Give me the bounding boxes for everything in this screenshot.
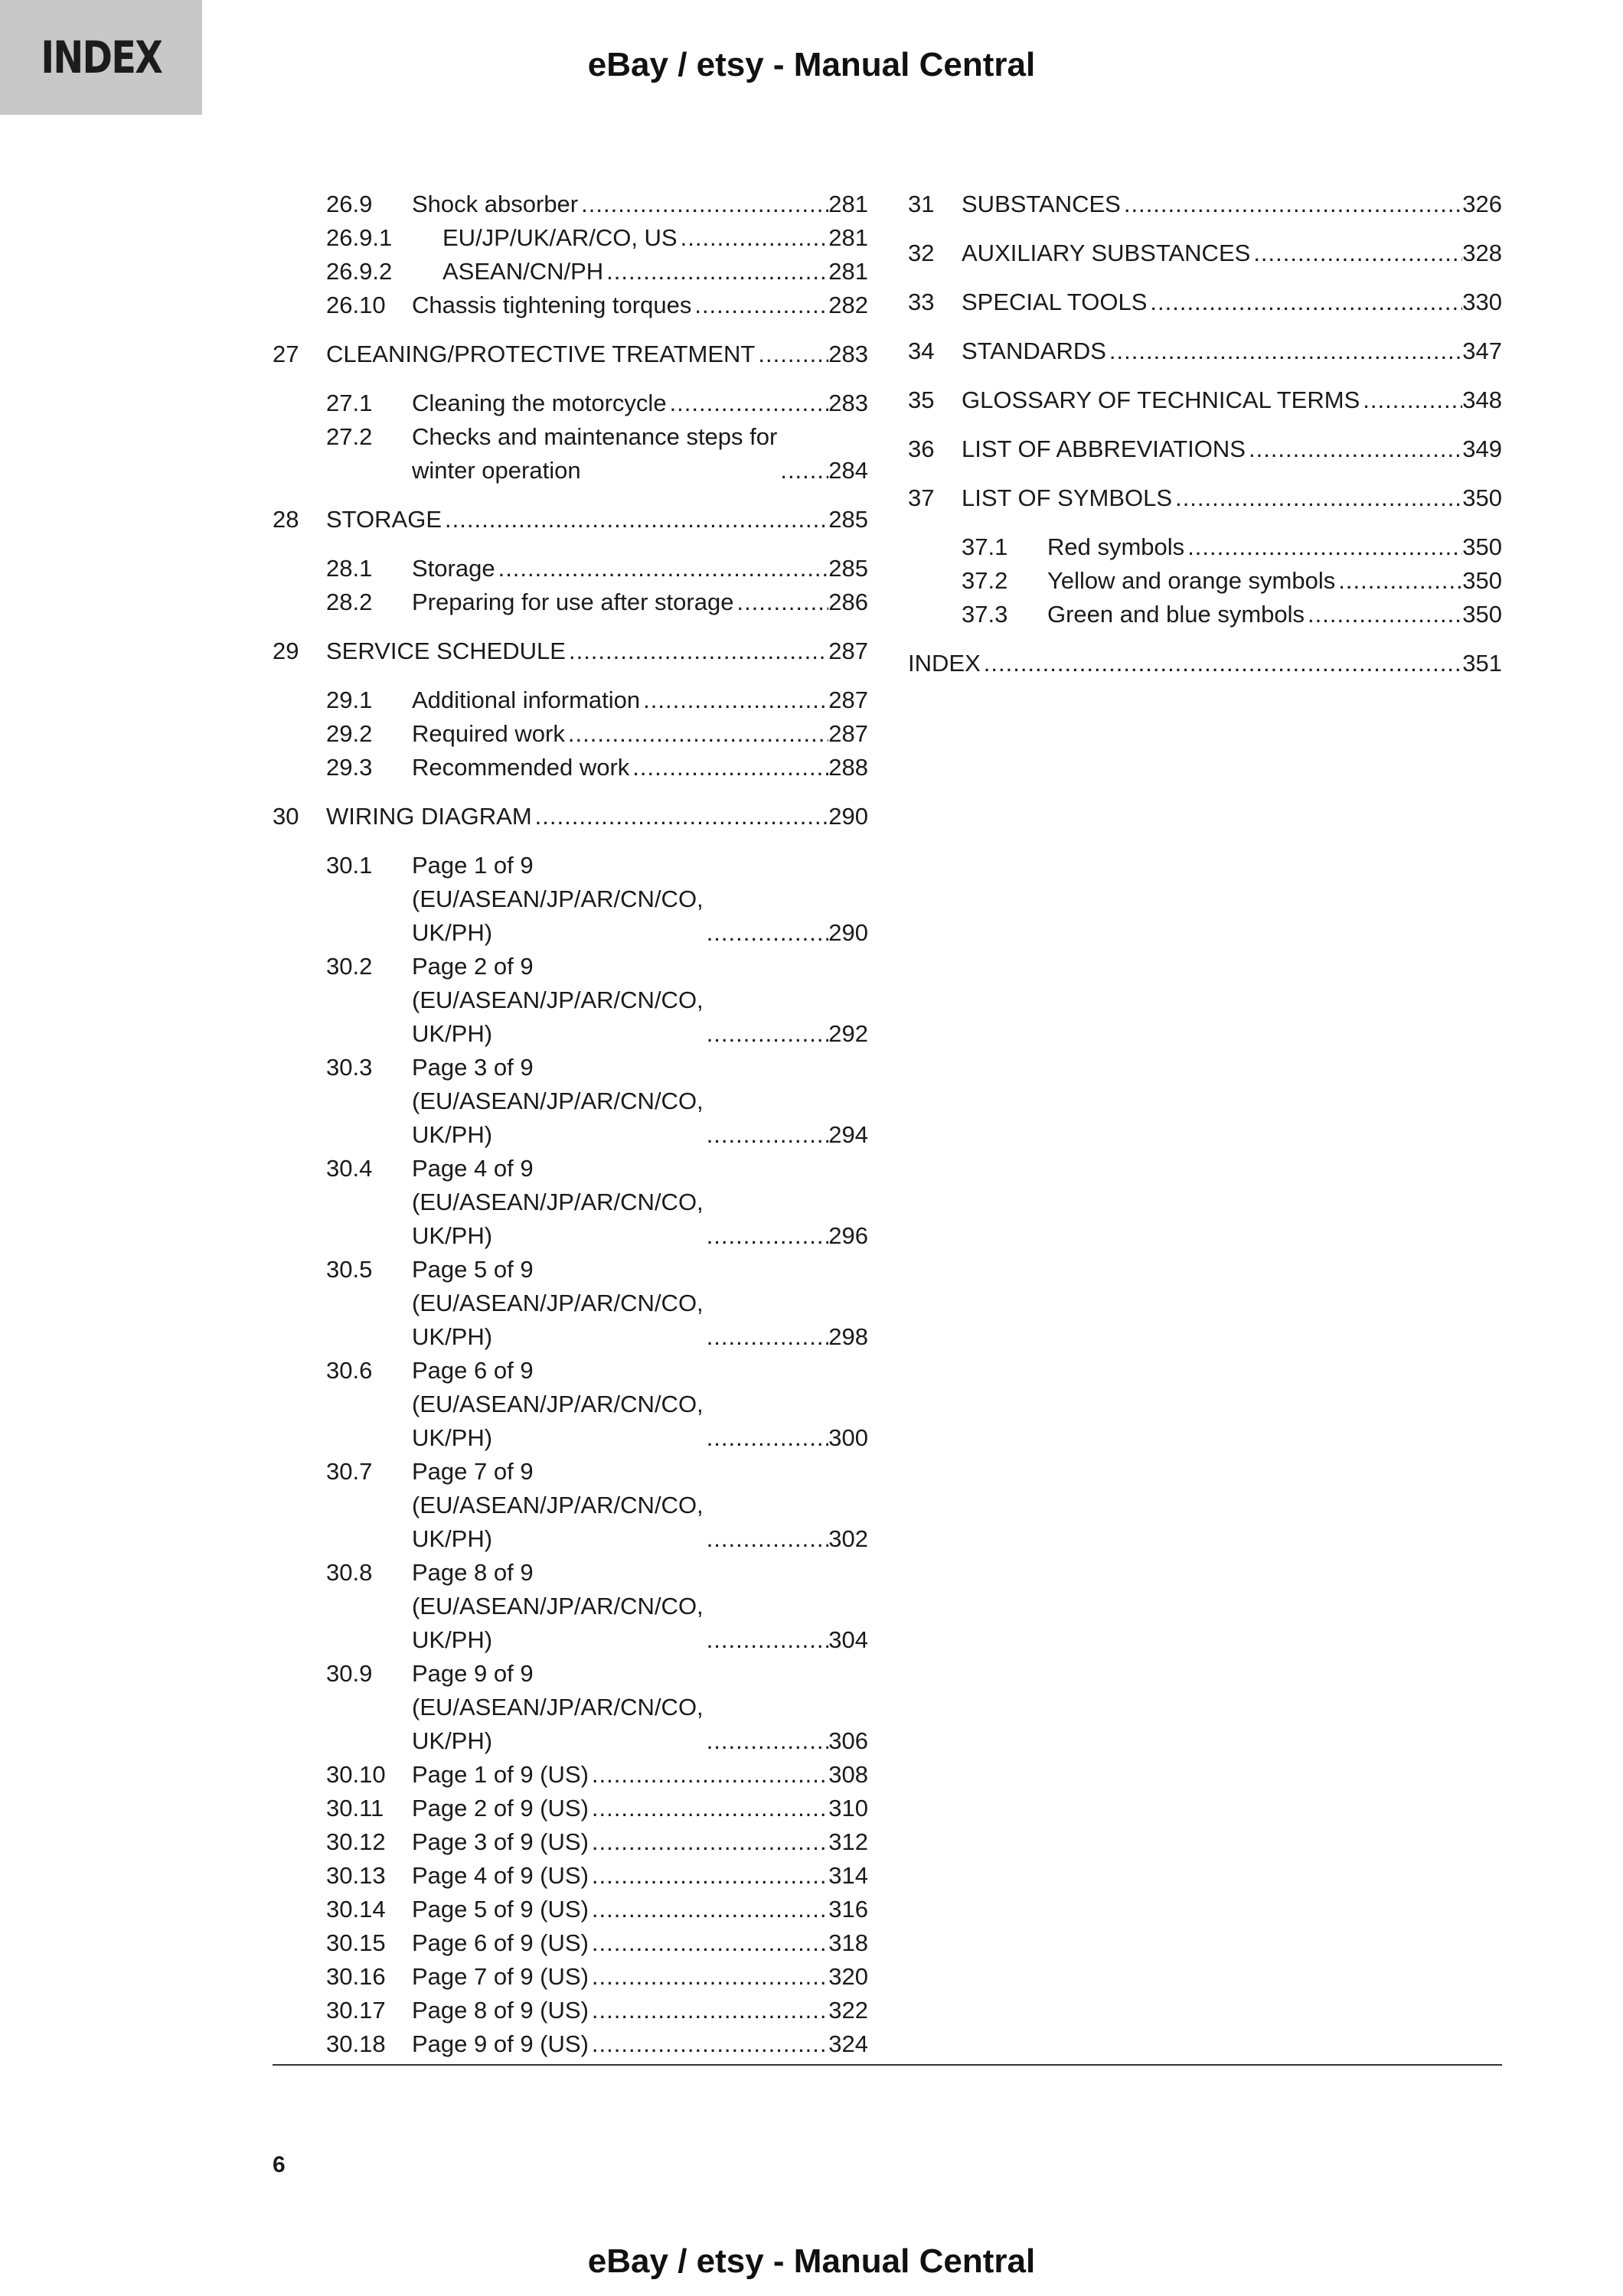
toc-entry-title: Page 6 of 9 (US) [412,1929,589,1956]
toc-entry[interactable] [326,552,868,585]
toc-entry[interactable] [326,1792,868,1825]
index-tab-label: INDEX [41,31,162,83]
toc-entry[interactable] [326,1758,868,1792]
toc-entry-number: 30.8 [326,1559,373,1586]
toc-entry-title: Page 5 of 9 [412,1256,534,1283]
toc-entry[interactable] [908,188,1502,221]
toc-entry[interactable] [326,1556,868,1657]
toc-entry-page: 322 [828,1997,868,2024]
toc-entry-number: 30.7 [326,1458,373,1485]
toc-dot-leader [442,503,828,536]
toc-entry-title: Recommended work [412,754,630,781]
toc-entry[interactable] [326,1859,868,1893]
toc-entry-number: 29.3 [326,754,373,781]
toc-entry-title: (EU/ASEAN/JP/AR/CN/CO, [412,1492,704,1518]
toc-dot-leader [1172,481,1462,515]
toc-entry-page: 300 [828,1424,868,1451]
toc-dot-leader [532,800,829,833]
toc-entry-title: SPECIAL TOOLS [962,289,1148,315]
toc-entry-title: Page 1 of 9 [412,852,534,879]
toc-entry-page: 294 [828,1121,868,1148]
toc-entry[interactable] [326,1893,868,1926]
toc-entry-title: (EU/ASEAN/JP/AR/CN/CO, [412,885,704,912]
toc-entry-page: 281 [828,224,868,251]
toc-dot-leader [1250,236,1462,270]
toc-entry-title: (EU/ASEAN/JP/AR/CN/CO, [412,1290,704,1316]
toc-entry-number: 37.1 [962,533,1008,560]
toc-entry-title: LIST OF ABBREVIATIONS [962,435,1246,462]
toc-dot-leader [565,717,828,751]
toc-entry-number: 30.18 [326,2030,386,2057]
toc-entry-page: 328 [1462,240,1502,266]
toc-entry-title: STANDARDS [962,338,1106,364]
toc-dot-leader [704,916,829,950]
toc-entry-number: 30.15 [326,1929,386,1956]
page-number: 6 [273,2152,286,2177]
toc-entry-page: 292 [828,1020,868,1047]
toc-entry-page: 281 [828,191,868,217]
toc-dot-leader [704,1017,829,1051]
toc-entry[interactable] [273,338,868,371]
toc-entry-page: 350 [1462,533,1502,560]
toc-entry[interactable] [326,751,868,784]
footer-divider [273,2064,1502,2066]
toc-entry-page: 320 [828,1963,868,1990]
toc-entry[interactable] [326,221,868,255]
toc-entry-number: 30.10 [326,1761,386,1788]
toc-dot-leader [589,1758,828,1792]
toc-entry[interactable] [326,255,868,289]
toc-dot-leader [589,1960,828,1994]
toc-entry-title: UK/PH) [412,1525,493,1552]
toc-entry-page: 310 [828,1795,868,1821]
toc-entry-number: 30.9 [326,1660,373,1687]
toc-dot-leader [704,1623,829,1657]
toc-entry-number: 33 [908,289,935,315]
toc-entry-title: UK/PH) [412,919,493,946]
toc-entry-page: 330 [1462,289,1502,315]
toc-entry-page: 290 [828,919,868,946]
toc-dot-leader [1106,334,1462,368]
toc-entry-page: 287 [828,638,868,664]
toc-entry-page: 318 [828,1929,868,1956]
toc-entry-number: 30.14 [326,1896,386,1923]
toc-entry-number: 27.1 [326,390,373,416]
toc-entry-title: UK/PH) [412,1424,493,1451]
toc-entry-number: 30.3 [326,1054,373,1081]
toc-entry-page: 349 [1462,435,1502,462]
toc-entry-number: 28.2 [326,589,373,615]
toc-dot-leader [578,188,828,221]
toc-entry-page: 326 [1462,191,1502,217]
toc-entry-title: UK/PH) [412,1626,493,1653]
toc-entry[interactable] [326,950,868,1051]
toc-entry-page: 348 [1462,386,1502,413]
toc-entry-number: 29.1 [326,687,373,713]
toc-entry-title: SERVICE SCHEDULE [326,638,566,664]
toc-entry[interactable] [326,683,868,717]
toc-entry[interactable] [908,236,1502,270]
toc-dot-leader [589,1926,828,1960]
toc-entry[interactable] [326,188,868,221]
toc-entry-number: 30.5 [326,1256,373,1283]
toc-entry[interactable] [326,585,868,619]
toc-dot-leader [589,1825,828,1859]
toc-entry-number: 31 [908,191,935,217]
toc-entry-title: Page 8 of 9 [412,1559,534,1586]
toc-entry-title: Page 2 of 9 (US) [412,1795,589,1821]
toc-dot-leader [566,634,828,668]
toc-entry-page: 296 [828,1222,868,1249]
toc-dot-leader [1147,285,1462,319]
toc-entry-page: 308 [828,1761,868,1788]
toc-entry-title: Page 8 of 9 (US) [412,1997,589,2024]
toc-dot-leader [704,1118,829,1152]
toc-entry-title: Page 9 of 9 (US) [412,2030,589,2057]
toc-entry-page: 285 [828,506,868,533]
toc-dot-leader [629,751,828,784]
toc-entry-title: Yellow and orange symbols [1047,567,1336,594]
toc-entry[interactable] [326,289,868,322]
toc-dot-leader [1335,564,1462,598]
toc-dot-leader [603,255,828,289]
toc-entry-number: 30 [273,803,299,830]
toc-entry-title: Page 2 of 9 [412,953,534,980]
toc-entry[interactable] [962,564,1502,598]
toc-entry[interactable] [326,1253,868,1354]
toc-entry-page: 283 [828,390,868,416]
toc-entry[interactable] [273,634,868,668]
toc-dot-leader [589,2027,828,2061]
toc-entry-page: 287 [828,720,868,747]
toc-entry[interactable] [962,598,1502,631]
toc-entry[interactable] [908,285,1502,319]
toc-entry-page: 287 [828,687,868,713]
toc-entry-page: 281 [828,258,868,285]
toc-entry-title: UK/PH) [412,1222,493,1249]
toc-entry[interactable] [908,432,1502,466]
toc-entry-title: EU/JP/UK/AR/CO, US [442,224,678,251]
toc-entry-number: 37 [908,484,935,511]
toc-entry-title: Checks and maintenance steps for [412,423,778,450]
toc-entry-title: Chassis tightening torques [412,292,692,318]
toc-entry-page: 285 [828,555,868,582]
toc-dot-leader [777,454,828,488]
toc-entry-page: 324 [828,2030,868,2057]
toc-dot-leader [704,1724,829,1758]
toc-entry[interactable] [326,1994,868,2027]
toc-entry[interactable] [326,1960,868,1994]
toc-entry[interactable] [908,481,1502,515]
toc-entry-title: SUBSTANCES [962,191,1121,217]
toc-entry-title: CLEANING/PROTECTIVE TREATMENT [326,341,756,367]
toc-entry-title: Page 3 of 9 (US) [412,1828,589,1855]
toc-entry-title: Page 3 of 9 [412,1054,534,1081]
toc-entry-title: STORAGE [326,506,442,533]
toc-entry-page: 351 [1462,650,1502,677]
toc-entry-title: LIST OF SYMBOLS [962,484,1173,511]
toc-entry-title: Required work [412,720,565,747]
toc-entry-page: 347 [1462,338,1502,364]
toc-entry[interactable] [326,717,868,751]
toc-dot-leader [1360,383,1462,417]
toc-entry-title: UK/PH) [412,1121,493,1148]
toc-entry-page: 283 [828,341,868,367]
toc-entry[interactable] [326,1051,868,1152]
toc-entry-number: 26.10 [326,292,386,318]
toc-entry-page: 302 [828,1525,868,1552]
toc-entry-title: ASEAN/CN/PH [442,258,604,285]
toc-dot-leader [733,585,828,619]
toc-entry-number: 30.1 [326,852,373,879]
toc-entry-page: 284 [828,457,868,484]
toc-entry-page: 288 [828,754,868,781]
toc-entry-title: UK/PH) [412,1727,493,1754]
toc-entry-title: (EU/ASEAN/JP/AR/CN/CO, [412,1088,704,1114]
toc-entry-title: Shock absorber [412,191,579,217]
toc-entry[interactable] [326,1926,868,1960]
toc-right-column [908,188,1502,680]
toc-entry[interactable] [326,2027,868,2061]
toc-entry-title: (EU/ASEAN/JP/AR/CN/CO, [412,1593,704,1619]
toc-entry[interactable] [962,530,1502,564]
toc-entry-title: Preparing for use after storage [412,589,734,615]
toc-entry[interactable] [908,647,1502,680]
toc-entry[interactable] [326,1354,868,1455]
toc-entry[interactable] [326,1455,868,1556]
toc-entry-title: Red symbols [1047,533,1185,560]
toc-dot-leader [1121,188,1462,221]
toc-dot-leader [704,1522,829,1556]
toc-entry-number: 30.16 [326,1963,386,1990]
toc-dot-leader [589,1859,828,1893]
toc-entry-page: 314 [828,1862,868,1889]
toc-dot-leader [640,683,828,717]
toc-entry-number: 37.3 [962,601,1008,628]
toc-entry[interactable] [326,1152,868,1253]
toc-dot-leader [589,1792,828,1825]
toc-entry-title: Page 9 of 9 [412,1660,534,1687]
toc-entry-title: Page 1 of 9 (US) [412,1761,589,1788]
toc-entry-page: 316 [828,1896,868,1923]
toc-entry-number: 30.6 [326,1357,373,1384]
toc-entry-number: 32 [908,240,935,266]
header-brand: eBay / etsy - Manual Central [587,46,1036,83]
toc-entry-number: 29 [273,638,299,664]
toc-entry-page: 312 [828,1828,868,1855]
toc-entry[interactable] [326,386,868,420]
footer-brand: eBay / etsy - Manual Central [587,2242,1036,2280]
toc-dot-leader [1184,530,1462,564]
toc-entry-title: Page 4 of 9 [412,1155,534,1182]
toc-entry-number: 28 [273,506,299,533]
toc-entry-number: 37.2 [962,567,1008,594]
toc-entry-number: 30.17 [326,1997,386,2024]
toc-entry-number: 26.9.1 [326,224,393,251]
toc-entry-number: 27.2 [326,423,373,450]
toc-entry-title: (EU/ASEAN/JP/AR/CN/CO, [412,1189,704,1215]
toc-entry-title: GLOSSARY OF TECHNICAL TERMS [962,386,1360,413]
toc-dot-leader [1305,598,1462,631]
toc-entry[interactable] [326,420,868,488]
toc-entry-title: Cleaning the motorcycle [412,390,667,416]
toc-dot-leader [704,1219,829,1253]
toc-entry-page: 286 [828,589,868,615]
toc-dot-leader [495,552,829,585]
toc-dot-leader [589,1994,828,2027]
toc-dot-leader [678,221,829,255]
toc-dot-leader [589,1893,828,1926]
toc-dot-leader [704,1320,829,1354]
toc-dot-leader [667,386,829,420]
toc-entry-page: 304 [828,1626,868,1653]
toc-entry-number: 27 [273,341,299,367]
toc-entry-title: winter operation [412,457,581,484]
toc-entry-number: 30.12 [326,1828,386,1855]
toc-entry-number: 28.1 [326,555,373,582]
toc-entry-page: 290 [828,803,868,830]
toc-entry-title: Green and blue symbols [1047,601,1305,628]
toc-entry-title: Page 6 of 9 [412,1357,534,1384]
toc-entry[interactable] [908,383,1502,417]
toc-entry-title: UK/PH) [412,1020,493,1047]
toc-entry-title: Storage [412,555,495,582]
toc-entry[interactable] [273,503,868,536]
toc-entry-title: Additional information [412,687,641,713]
toc-left-column [273,188,868,2061]
toc-entry-number: 29.2 [326,720,373,747]
toc-entry-number: 30.4 [326,1155,373,1182]
toc-entry-number: 30.13 [326,1862,386,1889]
toc-entry-title: (EU/ASEAN/JP/AR/CN/CO, [412,1391,704,1417]
toc-entry-number: 35 [908,386,935,413]
toc-entry[interactable] [326,1825,868,1859]
toc-entry-title: Page 7 of 9 (US) [412,1963,589,1990]
toc-entry-title: Page 5 of 9 (US) [412,1896,589,1923]
toc-entry-number: 30.11 [326,1795,384,1821]
toc-entry-page: 282 [828,292,868,318]
toc-dot-leader [704,1421,829,1455]
toc-entry[interactable] [908,334,1502,368]
toc-entry-title: INDEX [908,650,981,677]
toc-entry[interactable] [273,800,868,833]
toc-entry-title: Page 4 of 9 (US) [412,1862,589,1889]
toc-dot-leader [755,338,828,371]
toc-entry[interactable] [326,849,868,950]
toc-entry-title: Page 7 of 9 [412,1458,534,1485]
toc-entry-title: WIRING DIAGRAM [326,803,532,830]
toc-entry-title: (EU/ASEAN/JP/AR/CN/CO, [412,1694,704,1720]
toc-entry-title: (EU/ASEAN/JP/AR/CN/CO, [412,987,704,1013]
toc-entry-page: 306 [828,1727,868,1754]
toc-entry-title: AUXILIARY SUBSTANCES [962,240,1251,266]
toc-entry-page: 350 [1462,601,1502,628]
toc-entry-page: 350 [1462,567,1502,594]
toc-dot-leader [981,647,1463,680]
toc-entry-number: 26.9.2 [326,258,393,285]
toc-entry-page: 350 [1462,484,1502,511]
toc-entry-title: UK/PH) [412,1323,493,1350]
toc-entry-number: 36 [908,435,935,462]
toc-dot-leader [691,289,828,322]
toc-entry-page: 298 [828,1323,868,1350]
toc-entry-number: 30.2 [326,953,373,980]
toc-entry-number: 34 [908,338,935,364]
toc-entry-number: 26.9 [326,191,373,217]
toc-dot-leader [1246,432,1462,466]
toc-entry[interactable] [326,1657,868,1758]
